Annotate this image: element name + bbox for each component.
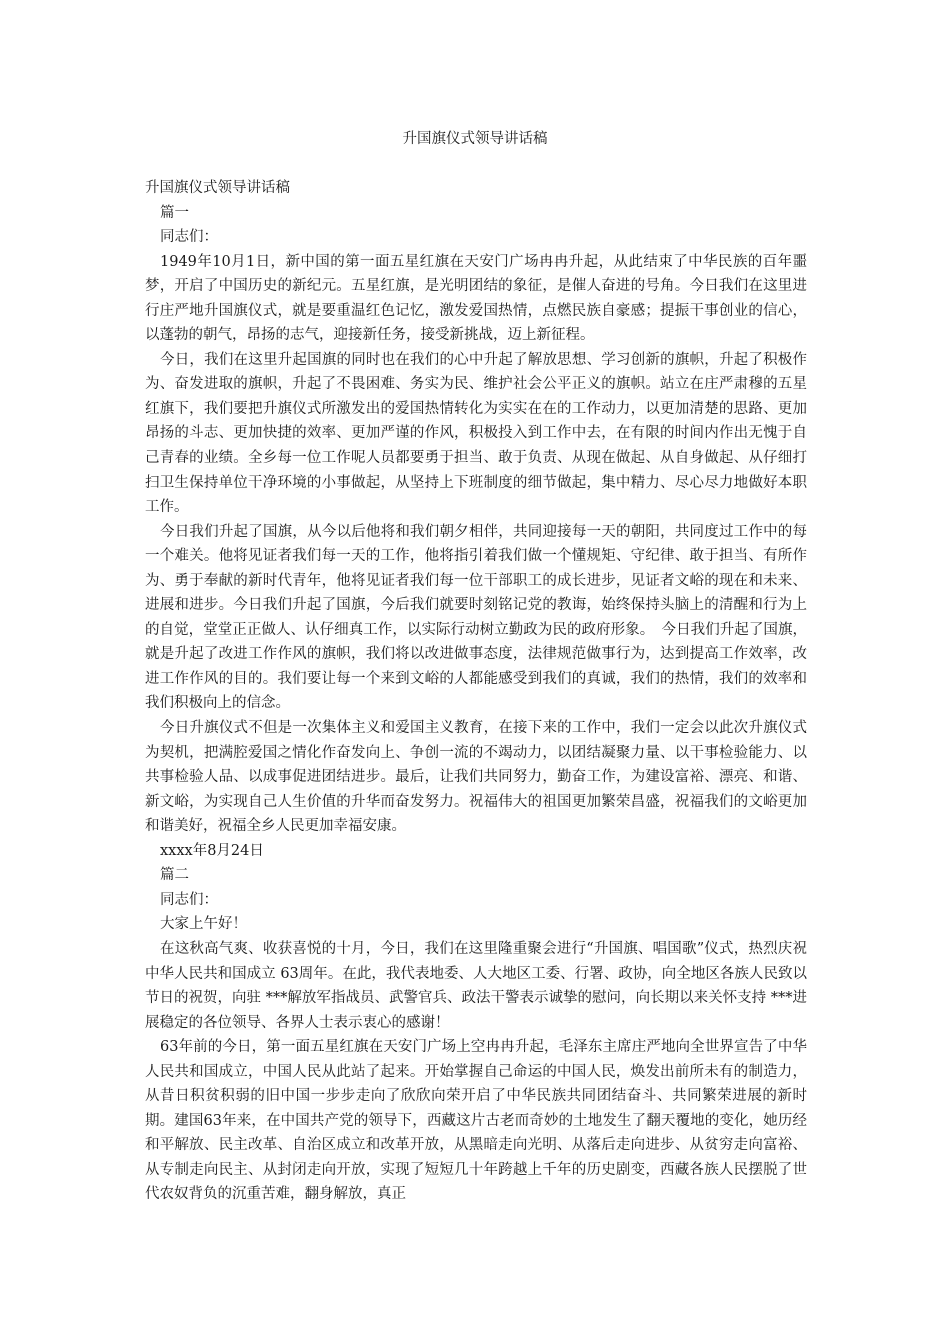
paragraph: 升国旗仪式领导讲话稿 bbox=[145, 180, 290, 196]
document-body bbox=[145, 176, 807, 1207]
paragraph: 大家上午好！ bbox=[160, 916, 247, 933]
paragraph: 篇一 bbox=[160, 204, 189, 221]
paragraph: 今日升旗仪式不但是一次集体主义和爱国主义教育，在接下来的工作中，我们一定会以此次升旗仪式为契机，把满腔爱国之情化作奋发向上、争创一流的不竭动力，以团结凝聚力量、以干事检验能力、以共事检验人品、以成事促进团结进步。最后，让我们共同努力，勤奋工作，为建设富裕、漂亮、和谐、新文峪，为实现自己人生价值的升华而奋发努力。祝福伟大的祖国更加繁荣昌盛，祝福我们的文峪更加和谐美好，祝福全乡人民更加幸福安康。 bbox=[145, 720, 807, 835]
paragraph: 在这秋高气爽、收获喜悦的十月，今日，我们在这里隆重聚会进行“升国旗、唱国歌”仪式，热烈庆祝中华人民共和国成立 63周年。在此，我代表地委、人大地区工委、行署、政协，向全地区各族人民致以节日的祝贺，向驻 ***解放军指战员、武警官兵、政法干警表示诚挚的慰问，向长期以来关怀支持 ***进展稳定的各位领导、各界人士表示衷心的感谢！ bbox=[145, 940, 807, 1031]
paragraph: 篇二 bbox=[160, 867, 189, 884]
paragraph: 同志们： bbox=[160, 229, 218, 246]
document-title: 升国旗仪式领导讲话稿 bbox=[402, 131, 548, 147]
paragraph: 1949年10月1日，新中国的第一面五星红旗在天安门广场冉冉升起，从此结束了中华民族的百年噩梦，开启了中国历史的新纪元。五星红旗，是光明团结的象征，是催人奋进的号角。今日我们在这里进行庄严地升国旗仪式，就是要重温红色记忆，激发爱国热情，点燃民族自豪感；提振干事创业的信心，以蓬勃的朝气，昂扬的志气，迎接新任务，接受新挑战，迈上新征程。 bbox=[145, 253, 807, 344]
paragraph: 同志们： bbox=[160, 891, 218, 908]
paragraph: xxxx年8月24日 bbox=[160, 842, 264, 859]
paragraph: 今日，我们在这里升起国旗的同时也在我们的心中升起了解放思想、学习创新的旗帜，升起了积极作为、奋发进取的旗帜，升起了不畏困难、务实为民、维护社会公平正义的旗帜。站立在庄严肃穆的五星红旗下，我们要把升旗仪式所激发出的爱国热情转化为实实在在的工作动力，以更加清楚的思路、更加昂扬的斗志、更加快捷的效率、更加严谨的作风，积极投入到工作中去，在有限的时间内作出无愧于自己青春的业绩。全乡每一位工作呢人员都要勇于担当、敢于负责、从现在做起、从自身做起、从仔细打扫卫生保持单位干净环境的小事做起，从坚持上下班制度的细节做起，集中精力、尽心尽力地做好本职工作。 bbox=[145, 351, 807, 516]
paragraph: 今日我们升起了国旗，从今以后他将和我们朝夕相伴，共同迎接每一天的朝阳，共同度过工作中的每一个难关。他将见证者我们每一天的工作，他将指引着我们做一个懂规矩、守纪律、敢于担当、有所作为、勇于奉献的新时代青年，他将见证者我们每一位干部职工的成长进步，见证者文峪的现在和未来、进展和进步。今日我们升起了国旗，今后我们就要时刻铭记党的教诲，始终保持头脑上的清醒和行为上的自觉，堂堂正正做人、认仔细真工作，以实际行动树立勤政为民的政府形象。 今日我们升起了国旗，就是升起了改进工作作风的旗帜，我们将以改进做事态度，法律规范做事行为，达到提高工作效率，改进工作作风的目的。我们要让每一个来到文峪的人都能感受到我们的真诚，我们的热情，我们的效率和我们积极向上的信念。 bbox=[145, 523, 807, 712]
paragraph: 63年前的今日，第一面五星红旗在天安门广场上空冉冉升起，毛泽东主席庄严地向全世界宣告了中华人民共和国成立，中国人民从此站了起来。开始掌握自己命运的中国人民，焕发出前所未有的制造力，从昔日积贫积弱的旧中国一步步走向了欣欣向荣开启了中华民族共同团结奋斗、共同繁荣进展的新时期。建国63年来，在中国共产党的领导下，西藏这片古老而奇妙的土地发生了翻天覆地的变化，她历经和平解放、民主改革、自治区成立和改革开放，从黑暗走向光明、从落后走向进步、从贫穷走向富裕、从专制走向民主、从封闭走向开放，实现了短短几十年跨越上千年的历史剧变，西藏各族人民摆脱了世代农奴背负的沉重苦难，翻身解放，真正 bbox=[145, 1039, 807, 1203]
